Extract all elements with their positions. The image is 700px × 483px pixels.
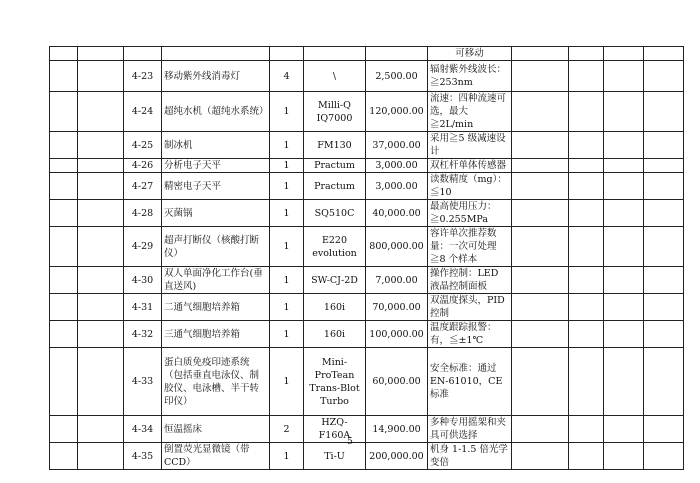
blank-cell — [304, 47, 366, 61]
blank-cell — [569, 132, 604, 159]
item-number-cell: 4-27 — [124, 173, 162, 200]
blank-cell — [512, 200, 569, 227]
blank-cell — [162, 47, 270, 61]
blank-cell — [644, 47, 684, 61]
blank-cell — [50, 132, 78, 159]
item-name-cell: 二通气细胞培养箱 — [162, 294, 270, 321]
model-cell: Mini-ProTean Trans-Blot Turbo — [304, 348, 366, 416]
item-name-cell: 双人单面净化工作台(垂直送风) — [162, 267, 270, 294]
quantity-cell: 1 — [270, 92, 304, 132]
model-cell: Milli-Q IQ7000 — [304, 92, 366, 132]
quantity-cell: 2 — [270, 416, 304, 443]
blank-cell — [604, 47, 644, 61]
model-cell: Practum — [304, 159, 366, 173]
blank-cell — [644, 227, 684, 267]
blank-cell — [50, 159, 78, 173]
model-cell: 160i — [304, 294, 366, 321]
blank-cell — [512, 294, 569, 321]
blank-cell — [604, 132, 644, 159]
table-row — [50, 348, 684, 416]
quantity-cell: 1 — [270, 443, 304, 470]
param-cell: 温度跟踪报警：有，≦±1℃ — [428, 321, 512, 348]
table-row — [50, 227, 684, 267]
blank-cell — [644, 321, 684, 348]
item-number-cell: 4-34 — [124, 416, 162, 443]
blank-cell — [270, 47, 304, 61]
blank-cell — [50, 321, 78, 348]
param-cell: 读数精度（mg）：≦10 — [428, 173, 512, 200]
quantity-cell: 1 — [270, 227, 304, 267]
blank-cell — [78, 47, 124, 61]
blank-cell — [604, 321, 644, 348]
quantity-cell: 1 — [270, 348, 304, 416]
blank-cell — [78, 227, 124, 267]
item-number-cell: 4-26 — [124, 159, 162, 173]
blank-cell — [569, 321, 604, 348]
blank-cell — [644, 348, 684, 416]
blank-cell — [644, 132, 684, 159]
blank-cell — [644, 200, 684, 227]
blank-cell — [50, 47, 78, 61]
param-cell: 机身 1-1.5 倍光学变倍 — [428, 443, 512, 470]
blank-cell — [50, 348, 78, 416]
blank-cell — [604, 159, 644, 173]
model-cell: Practum — [304, 173, 366, 200]
price-cell: 14,900.00 — [366, 416, 428, 443]
quantity-cell: 1 — [270, 321, 304, 348]
quantity-cell: 4 — [270, 61, 304, 92]
blank-cell — [604, 92, 644, 132]
item-name-cell: 灭菌锅 — [162, 200, 270, 227]
item-number-cell: 4-25 — [124, 132, 162, 159]
item-name-cell: 蛋白质免疫印迹系统（包括垂直电泳仪、制胶仪、电泳槽、半干转印仪） — [162, 348, 270, 416]
price-cell: 3,000.00 — [366, 173, 428, 200]
item-number-cell: 4-35 — [124, 443, 162, 470]
table-row — [50, 92, 684, 132]
table-row — [50, 132, 684, 159]
blank-cell — [604, 61, 644, 92]
blank-cell — [78, 348, 124, 416]
blank-cell — [50, 294, 78, 321]
blank-cell — [569, 61, 604, 92]
blank-cell — [644, 173, 684, 200]
blank-cell — [512, 132, 569, 159]
blank-cell — [512, 321, 569, 348]
blank-cell — [78, 321, 124, 348]
item-name-cell: 超纯水机（超纯水系统） — [162, 92, 270, 132]
item-number-cell: 4-32 — [124, 321, 162, 348]
blank-cell — [604, 200, 644, 227]
quantity-cell: 1 — [270, 159, 304, 173]
item-number-cell: 4-30 — [124, 267, 162, 294]
price-cell: 2,500.00 — [366, 61, 428, 92]
blank-cell — [644, 159, 684, 173]
table-row — [50, 47, 684, 61]
param-cell: 多种专用摇架和夹具可供选择 — [428, 416, 512, 443]
table-row — [50, 267, 684, 294]
quantity-cell: 1 — [270, 132, 304, 159]
price-cell: 200,000.00 — [366, 443, 428, 470]
price-cell: 800,000.00 — [366, 227, 428, 267]
quantity-cell: 1 — [270, 200, 304, 227]
item-name-cell: 精密电子天平 — [162, 173, 270, 200]
param-cell: 采用≧5 级减速设计 — [428, 132, 512, 159]
table-row — [50, 321, 684, 348]
price-cell: 40,000.00 — [366, 200, 428, 227]
model-cell: \ — [304, 61, 366, 92]
item-name-cell: 分析电子天平 — [162, 159, 270, 173]
model-cell: FM130 — [304, 132, 366, 159]
blank-cell — [569, 92, 604, 132]
price-cell: 3,000.00 — [366, 159, 428, 173]
model-cell: HZQ-F160A — [304, 416, 366, 443]
equipment-table — [49, 46, 684, 470]
blank-cell — [78, 61, 124, 92]
item-name-cell: 三通气细胞培养箱 — [162, 321, 270, 348]
blank-cell — [604, 173, 644, 200]
param-cell: 双温度探头，PID 控制 — [428, 294, 512, 321]
price-cell: 60,000.00 — [366, 348, 428, 416]
param-cell: 操作控制：LED 液晶控制面板 — [428, 267, 512, 294]
param-cell: 辐射紫外线波长：≧253nm — [428, 61, 512, 92]
blank-cell — [512, 61, 569, 92]
blank-cell — [644, 294, 684, 321]
blank-cell — [604, 227, 644, 267]
blank-cell — [512, 173, 569, 200]
blank-cell — [78, 200, 124, 227]
page-number: 5 — [347, 437, 353, 447]
blank-cell — [78, 267, 124, 294]
blank-cell — [50, 173, 78, 200]
blank-cell — [569, 173, 604, 200]
blank-cell — [569, 227, 604, 267]
table-row — [50, 61, 684, 92]
blank-cell — [644, 61, 684, 92]
blank-cell — [569, 200, 604, 227]
blank-cell — [604, 294, 644, 321]
blank-cell — [50, 61, 78, 92]
price-cell: 120,000.00 — [366, 92, 428, 132]
blank-cell — [569, 47, 604, 61]
blank-cell — [78, 159, 124, 173]
blank-cell — [366, 47, 428, 61]
blank-cell — [78, 92, 124, 132]
blank-cell — [78, 132, 124, 159]
model-cell: SQ510C — [304, 200, 366, 227]
table-row — [50, 159, 684, 173]
blank-cell — [569, 294, 604, 321]
quantity-cell: 1 — [270, 267, 304, 294]
item-number-cell: 4-24 — [124, 92, 162, 132]
blank-cell — [512, 348, 569, 416]
param-cell: 双杠杆单体传感器 — [428, 159, 512, 173]
blank-cell — [644, 267, 684, 294]
param-cell: 最高使用压力：≧0.255MPa — [428, 200, 512, 227]
item-number-cell: 4-31 — [124, 294, 162, 321]
blank-cell — [50, 92, 78, 132]
table-row — [50, 200, 684, 227]
blank-cell — [512, 92, 569, 132]
model-cell: 160i — [304, 321, 366, 348]
quantity-cell: 1 — [270, 294, 304, 321]
table-row — [50, 294, 684, 321]
param-cell: 安全标准：通过 EN-61010，CE 标准 — [428, 348, 512, 416]
blank-cell — [78, 173, 124, 200]
blank-cell — [50, 267, 78, 294]
blank-cell — [569, 348, 604, 416]
item-name-cell: 恒温摇床 — [162, 416, 270, 443]
blank-cell — [50, 200, 78, 227]
item-name-cell: 倒置荧光显微镜（带 CCD） — [162, 443, 270, 470]
model-cell: SW-CJ-2D — [304, 267, 366, 294]
blank-cell — [124, 47, 162, 61]
blank-cell — [512, 267, 569, 294]
blank-cell — [569, 267, 604, 294]
price-cell: 70,000.00 — [366, 294, 428, 321]
item-name-cell: 移动紫外线消毒灯 — [162, 61, 270, 92]
model-cell: Ti-U — [304, 443, 366, 470]
quantity-cell: 1 — [270, 173, 304, 200]
param-cell: 流速：四种流速可选，最大≧2L/min — [428, 92, 512, 132]
item-number-cell: 4-28 — [124, 200, 162, 227]
price-cell: 7,000.00 — [366, 267, 428, 294]
item-name-cell: 超声打断仪（核酸打断仪） — [162, 227, 270, 267]
price-cell: 37,000.00 — [366, 132, 428, 159]
param-cell: 可移动 — [428, 47, 512, 61]
blank-cell — [512, 159, 569, 173]
blank-cell — [512, 47, 569, 61]
item-number-cell: 4-33 — [124, 348, 162, 416]
blank-cell — [644, 92, 684, 132]
blank-cell — [512, 227, 569, 267]
price-cell: 100,000.00 — [366, 321, 428, 348]
blank-cell — [78, 294, 124, 321]
blank-cell — [569, 159, 604, 173]
item-number-cell: 4-23 — [124, 61, 162, 92]
blank-cell — [604, 348, 644, 416]
table-row — [50, 173, 684, 200]
item-name-cell: 制冰机 — [162, 132, 270, 159]
model-cell: E220 evolution — [304, 227, 366, 267]
blank-cell — [50, 227, 78, 267]
item-number-cell: 4-29 — [124, 227, 162, 267]
blank-cell — [604, 267, 644, 294]
param-cell: 容许单次推荐数量：一次可处理≧8 个样本 — [428, 227, 512, 267]
